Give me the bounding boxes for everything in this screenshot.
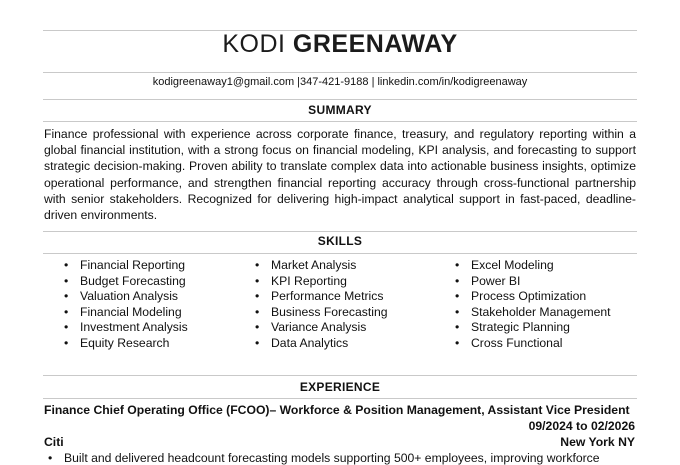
contact-line: kodigreenaway1@gmail.com |347-421-9188 | linkedin.com/in/kodigreenaway (152, 76, 528, 88)
summary-divider (43, 121, 637, 122)
skill-item: • Equity Research (64, 336, 188, 352)
candidate-name (0, 30, 680, 59)
skills-heading: SKILLS (317, 234, 363, 248)
skills-column-2 (255, 258, 388, 352)
skill-item: • Financial Reporting (64, 258, 188, 274)
experience-top-divider (43, 375, 637, 376)
name-divider (43, 72, 637, 73)
last-name: GREENAWAY (292, 30, 458, 58)
skills-divider (43, 253, 637, 254)
skill-item: • Stakeholder Management (455, 305, 611, 321)
skill-item: • Process Optimization (455, 289, 611, 305)
summary-heading: SUMMARY (308, 103, 372, 117)
first-name: KODI (222, 30, 286, 58)
skill-item: • Business Forecasting (255, 305, 388, 321)
skill-item: • Financial Modeling (64, 305, 188, 321)
experience-divider (43, 398, 637, 399)
job-location: New York NY (560, 435, 635, 449)
skill-item: • Cross Functional (455, 336, 611, 352)
summary-text: Finance professional with experience across corporate finance, treasury, and regulatory reporting within a global financial institution, with a strong focus on financial modeling, KPI analysis, and forecasting to support strategic decision-making. Proven ability to translate complex data into actionable business insights, optimize operational performance, and strengthen financial reporting accuracy through cross-functional partnership with senior stakeholders. Recognized for delivering high-impact analytical support in fast-paced, deadline-driven environments. (44, 127, 636, 223)
experience-heading: EXPERIENCE (299, 380, 381, 394)
skill-item: • Excel Modeling (455, 258, 611, 274)
skill-item: • Valuation Analysis (64, 289, 188, 305)
skills-top-divider (43, 231, 637, 232)
skill-item: • Power BI (455, 274, 611, 290)
skills-column-1 (64, 258, 188, 352)
skill-item: • Budget Forecasting (64, 274, 188, 290)
skill-item: • Data Analytics (255, 336, 388, 352)
skill-item: • Market Analysis (255, 258, 388, 274)
skill-item: • Investment Analysis (64, 320, 188, 336)
job-dates: 09/2024 to 02/2026 (528, 419, 635, 433)
skill-item: • Performance Metrics (255, 289, 388, 305)
skill-item: • KPI Reporting (255, 274, 388, 290)
company-name: Citi (44, 435, 64, 449)
skills-column-3 (455, 258, 611, 352)
skill-item: • Strategic Planning (455, 320, 611, 336)
skill-item: • Variance Analysis (255, 320, 388, 336)
job-title: Finance Chief Operating Office (FCOO)– Workforce & Position Management, Assistant Vice President (44, 403, 630, 417)
job-bullet: • Built and delivered headcount forecasting models supporting 500+ employees, improving workforce (64, 451, 600, 465)
contact-divider (43, 99, 637, 100)
